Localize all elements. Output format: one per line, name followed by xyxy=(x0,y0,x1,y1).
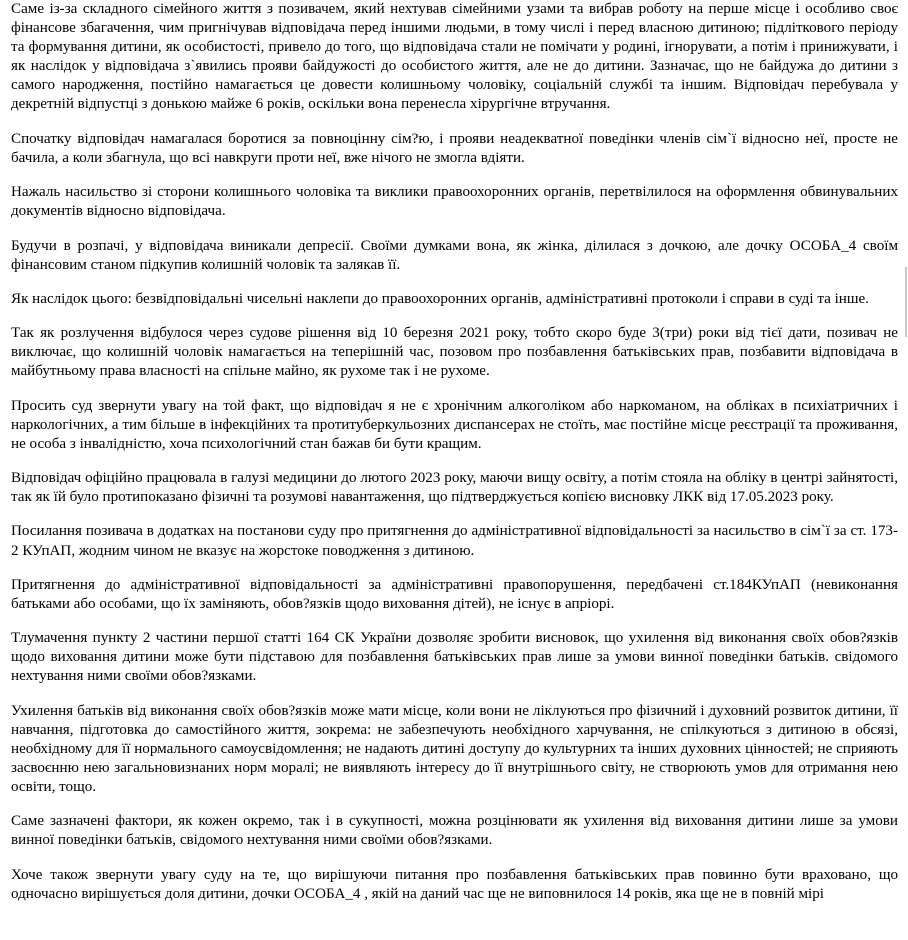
paragraph-factors: Саме зазначені фактори, як кожен окремо, так і в сукупності, можна розцінювати як ухилення від виховання дитини лише за умови винної поведінки батьків, свідомого нехтування ними своїми обов?язками. xyxy=(11,813,898,849)
paragraph-court-request: Просить суд звернути увагу на той факт, що відповідач я не є хронічним алкоголіком або наркоманом, на обліках в психіатричних і наркологічних, а тим більше в інфекційних та протитуберкульозних диспансерах не стоїть, має постійне місце реєстрації та проживання, не особа з інвалідністю, хоча психологічний стан бажав би бути кращим. xyxy=(11,397,898,452)
paragraph-consequence: Як наслідок цього: безвідповідальні чисельні наклепи до правоохоронних органів, адміністративні протоколи і справи в суді та інше. xyxy=(11,290,869,307)
paragraph-depression: Будучи в розпачі, у відповідача виникали депресії. Своїми думками вона, як жінка, ділилася з дочкою, але дочку ОСОБА_4 своїм фінансовим станом підкупив колишній чоловік та залякав її. xyxy=(11,237,898,273)
paragraph-child-fate: Хоче також звернути увагу суду на те, що вирішуючи питання про позбавлення батьківських прав повинно бути враховано, що одночасно вирішується доля дитини, дочки ОСОБА_4 , якій на даний час ще не виповнилося 14 років, яка ще не в повній мірі xyxy=(11,866,898,902)
document-body xyxy=(11,0,898,919)
paragraph-admin-liability: Притягнення до адміністративної відповідальності за адміністративні правопорушення, передбачені ст.184КУпАП (невиконання батьками або особами, що їх заміняють, обов?язків щодо виховання дітей), не існує в апріорі. xyxy=(11,576,898,612)
paragraph-family-conflict: Саме із-за складного сімейного життя з позивачем, який нехтував сімейними узами та вибрав роботу на перше місце і особливо своє фінансове збагачення, чим пригнічував відповідача перед іншими людьми, в тому числі і перед власною дитиною; підліткового періоду та формування дитини, як особистості, привело до того, що відповідача стали не помічати у родині, ігнорувати, а потім і принижувати, і як наслідок у відповідача з`явились прояви байдужості до особистого життя, але не до дитини. Зазначає, що не байдужа до дитини з самого народження, постійно намагається це довести колишньому чоловіку, соціальній службі та іншим. Відповідач перебувала у декретній відпустці з донькою майже 6 років, оскільки вона перенесла хірургічне втручання. xyxy=(11,1,898,113)
paragraph-references: Посилання позивача в додатках на постанови суду про притягнення до адміністративної відповідальності за насильство в сім`ї за ст. 173-2 КУпАП, жодним чином не вказує на жорстоке поводження з дитиною. xyxy=(11,523,898,559)
paragraph-fight-for-family: Спочатку відповідач намагалася боротися за повноцінну сім?ю, і прояви неадекватної поведінки членів сім`ї відносно неї, просте не бачила, а коли збагнула, що всі навкруги проти неї, вже нічого не змогла вдіяти. xyxy=(11,130,898,166)
paragraph-violence: Нажаль насильство зі сторони колишнього чоловіка та виклики правоохоронних органів, перетвілилося на оформлення обвинувальних документів відносно відповідача. xyxy=(11,184,898,220)
paragraph-employment: Відповідач офіційно працювала в галузі медицини до лютого 2023 року, маючи вищу освіту, а потім стояла на обліку в центрі зайнятості, так як їй було протипоказано фізичні та розумові навантаження, що підтверджується копією висновку ЛКК від 17.05.2023 року. xyxy=(11,470,898,506)
paragraph-evasion: Ухилення батьків від виконання своїх обов?язків може мати місце, коли вони не ліклуються про фізичний і духовний розвиток дитини, її навчання, підготовка до самостійного життя, зокрема: не забезпечують необхідного харчування, не спілкуються з дитиною в обсязі, необхідному для її нормального самоусвідомлення; не надають дитині доступу до культурних та інших духовних цінностей; не сприяють засвоєнню нею загальновизнаних норм моралі; не виявляють інтересу до її внутрішнього світу, не створюють умов для отримання нею освіти, тощо. xyxy=(11,702,898,796)
paragraph-interpretation: Тлумачення пункту 2 частини першої статті 164 СК України дозволяє зробити висновок, що ухилення від виконання своїх обов?язків щодо виховання дитини може бути підставою для позбавлення батьківських прав лише за умови винної поведінки батьків. свідомого нехтування ними своїми обов?язками. xyxy=(11,630,898,685)
paragraph-divorce: Так як розлучення відбулося через судове рішення від 10 березня 2021 року, тобто скоро буде 3(три) роки від тієї дати, позивач не виключає, що колишній чоловік намагається на теперішній час, позовом про позбавлення батьківських прав, позбавити відповідача в майбутньому права власності на спільне майно, як рухоме так і не рухоме. xyxy=(11,325,898,380)
scrollbar-marker[interactable] xyxy=(905,267,907,337)
